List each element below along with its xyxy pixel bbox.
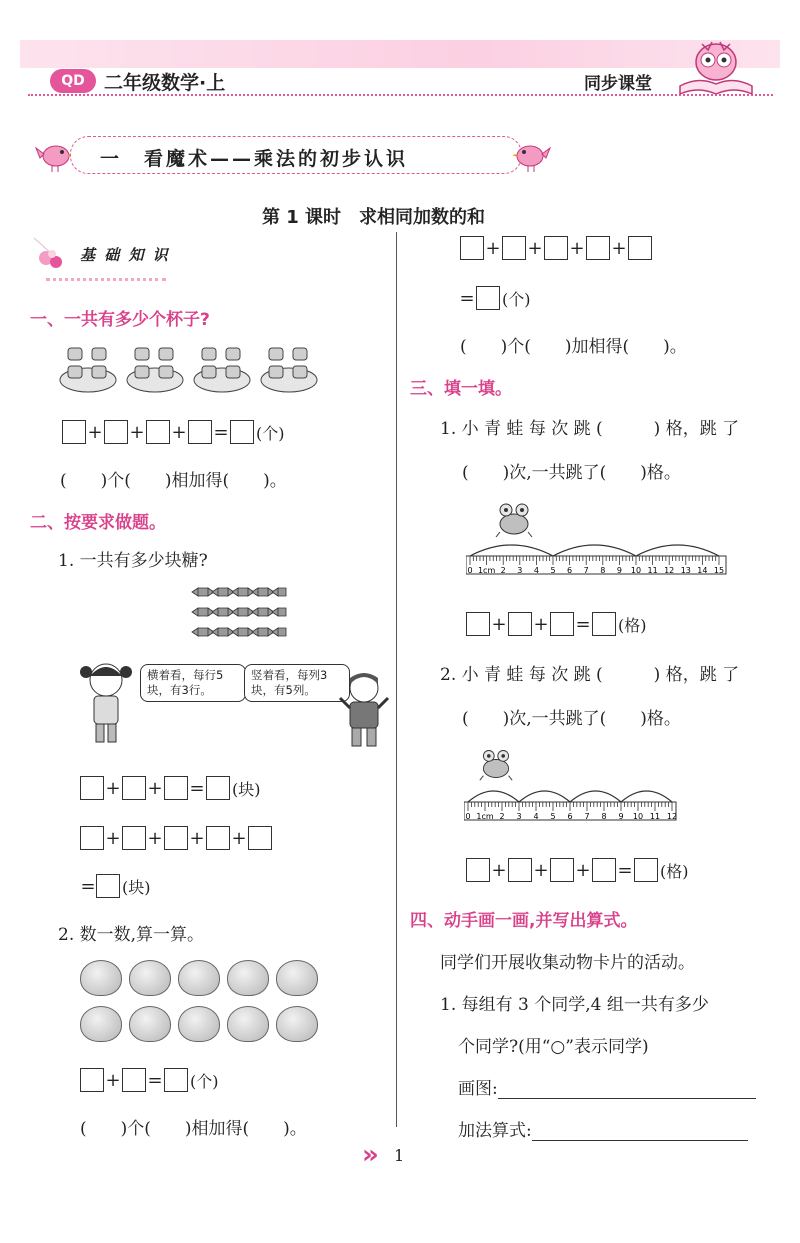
peach-icon [178,960,220,996]
answer-box[interactable] [476,286,500,310]
ruler-label: 8 [600,566,606,575]
answer-box[interactable] [164,1068,188,1092]
basics-dots [46,278,166,281]
answer-box[interactable] [80,1068,104,1092]
peach-icon [80,1006,122,1042]
ruler-label: 6 [567,812,573,821]
q1-equation: + + + = (个) [62,420,285,444]
q2-part1-prompt: 1. 一共有多少块糖? [58,551,208,571]
q3-heading: 三、填一填。 [410,379,512,399]
q4-draw-row [458,1074,756,1099]
q2-part2-fill-sentence: ( )个( )相加得( )。 [80,1119,307,1139]
q4-part1-line1: 1. 每组有 3 个同学,4 组一共有多少 [440,995,709,1015]
answer-box[interactable] [164,776,188,800]
answer-box[interactable] [550,858,574,882]
unit-label: (个) [190,1071,219,1091]
basics-label: 基 础 知 识 [80,246,170,264]
right-top-fill-sentence: ( )个( )加相得( )。 [460,337,687,357]
ruler-label: 6 [567,566,573,575]
header-divider [28,94,773,96]
flower-decoration-icon [30,232,80,272]
ruler-label: 0 [467,566,473,575]
answer-box[interactable] [122,826,146,850]
jump-arc [470,545,553,556]
answer-box[interactable] [592,612,616,636]
owl-reading-icon [676,36,756,98]
ruler-label: 7 [583,566,589,575]
ruler-label: 1cm [477,566,496,575]
series-name: 同步课堂 [584,74,652,94]
q2-heading: 二、按要求做题。 [30,513,166,533]
chapter-title: 一 看魔术——乘法的初步认识 [100,148,409,170]
answer-box[interactable] [508,858,532,882]
bird-left-icon [34,138,74,174]
jump-ruler-1 [466,530,728,586]
q2-part1-equation2-result: = (块) [80,875,151,897]
answer-box[interactable] [502,236,526,260]
answer-box[interactable] [62,420,86,444]
ruler-label: 5 [550,812,556,821]
unit-label: (格) [660,861,689,881]
answer-box[interactable] [122,1068,146,1092]
formula-answer-line[interactable] [532,1122,748,1141]
answer-box[interactable] [206,826,230,850]
answer-box[interactable] [122,776,146,800]
peach-icon [276,960,318,996]
girl-illustration [76,658,136,748]
ruler-label: 1cm [476,812,494,821]
jump-arc [519,791,570,802]
unit-label: (块) [122,877,151,897]
q2-part1-equation2: + + + + [80,826,272,850]
speech-bubble-left: 横着看，每行5块，有3行。 [140,664,246,702]
answer-box[interactable] [164,826,188,850]
draw-answer-line[interactable] [498,1080,756,1099]
q4-part1-line2: 个同学?(用“○”表示同学) [458,1037,649,1057]
q3-part1-equation: + + = (格) [466,612,647,636]
q1-fill-sentence: ( )个( )相加得( )。 [60,471,287,491]
unit-label: (块) [232,779,261,799]
answer-box[interactable] [230,420,254,444]
answer-box[interactable] [96,874,120,898]
answer-box[interactable] [104,420,128,444]
ruler-label: 11 [649,812,661,821]
ruler-label: 4 [533,812,539,821]
lesson-title: 第 1 课时 求相同加数的和 [262,207,486,228]
ruler-label: 12 [666,812,678,821]
jump-arc [468,791,519,802]
answer-box[interactable] [508,612,532,636]
ruler-label: 2 [500,566,506,575]
q4-formula-row [458,1116,748,1141]
peach-icon [80,960,122,996]
ruler-label: 4 [533,566,539,575]
answer-box[interactable] [206,776,230,800]
ruler-label: 2 [499,812,505,821]
ruler-label: 0 [465,812,471,821]
ruler-label: 12 [664,566,675,575]
unit-label: (个) [502,289,531,309]
right-top-equation: + + + + [460,236,652,260]
peach-icon [178,1006,220,1042]
ruler-label: 8 [601,812,607,821]
answer-box[interactable] [146,420,170,444]
q4-intro: 同学们开展收集动物卡片的活动。 [440,953,695,973]
answer-box[interactable] [188,420,212,444]
ruler-label: 13 [680,566,691,575]
right-top-result: = (个) [459,287,531,309]
jump-arc [553,545,636,556]
ruler-label: 3 [516,812,522,821]
jump-arc [570,791,621,802]
answer-box[interactable] [248,826,272,850]
jump-arc [621,791,672,802]
unit-label: (个) [256,423,285,443]
bird-right-icon [512,138,552,174]
answer-box[interactable] [80,826,104,850]
column-divider [396,232,397,1127]
answer-box[interactable] [544,236,568,260]
answer-box[interactable] [628,236,652,260]
answer-box[interactable] [460,236,484,260]
peach-icon [227,960,269,996]
q3-part1-line2: ( )次,一共跳了( )格。 [462,463,681,483]
header-strip [20,40,780,68]
page-arrow-icon: » [362,1140,379,1170]
answer-box[interactable] [586,236,610,260]
answer-box[interactable] [634,858,658,882]
candy-grid-illustration [188,584,288,652]
ruler-label: 3 [517,566,523,575]
peaches-row-1 [80,960,325,1000]
q2-part2-prompt: 2. 数一数,算一算。 [58,925,205,945]
qd-badge: QD [50,69,96,93]
q3-part2-equation: + + + = (格) [466,858,689,882]
ruler-label: 5 [550,566,556,575]
peaches-row-2 [80,1006,325,1046]
q3-part2-line2: ( )次,一共跳了( )格。 [462,709,681,729]
q3-part2-line1: 2. 小 青 蛙 每 次 跳 ( ) 格，跳 了 [440,665,740,685]
q3-part1-line1: 1. 小 青 蛙 每 次 跳 ( ) 格，跳 了 [440,419,740,439]
ruler-label: 7 [584,812,590,821]
ruler-label: 15 [713,566,725,575]
peach-icon [129,960,171,996]
peach-icon [227,1006,269,1042]
formula-label: 加法算式: [458,1121,532,1141]
boy-illustration [336,668,392,752]
q4-heading: 四、动手画一画,并写出算式。 [410,911,638,931]
answer-box[interactable] [550,612,574,636]
page-number: 1 [394,1146,405,1165]
answer-box[interactable] [592,858,616,882]
jump-arc [636,545,719,556]
q1-heading: 一、一共有多少个杯子? [30,310,210,330]
answer-box[interactable] [466,858,490,882]
answer-box[interactable] [466,612,490,636]
answer-box[interactable] [80,776,104,800]
book-title: 二年级数学·上 [104,72,226,94]
ruler-label: 10 [632,812,644,821]
q2-part2-equation: + = (个) [80,1068,219,1092]
draw-label: 画图: [458,1079,498,1099]
unit-label: (格) [618,615,647,635]
ruler-label: 9 [616,566,622,575]
ruler-label: 14 [697,566,708,575]
jump-ruler-2 [464,776,678,832]
q2-part1-equation1: + + = (块) [80,776,261,800]
peach-icon [276,1006,318,1042]
cups-illustration [58,340,328,396]
ruler-label: 9 [618,812,624,821]
ruler-label: 10 [630,566,642,575]
ruler-label: 11 [647,566,658,575]
speech-bubble-right: 竖着看，每列3块，有5列。 [244,664,350,702]
peach-icon [129,1006,171,1042]
